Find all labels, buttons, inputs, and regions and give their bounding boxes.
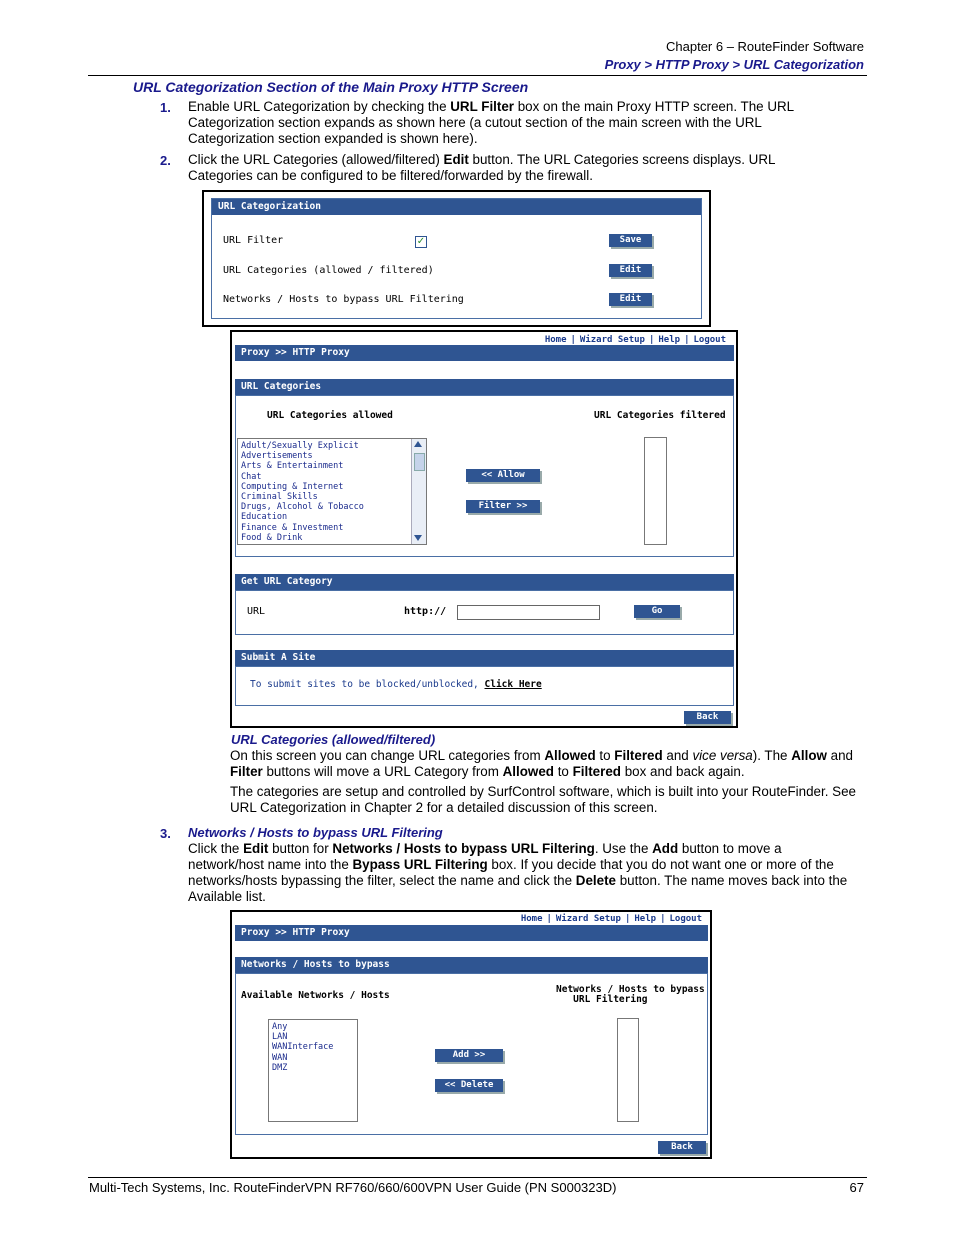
edit-bypass-button[interactable]: Edit (609, 293, 652, 306)
bypass-heading: Networks / Hosts to bypass URL Filtering (556, 984, 705, 1005)
footer-divider (88, 1177, 867, 1178)
link-separator: | (624, 914, 631, 924)
filter-button[interactable]: Filter >> (466, 500, 540, 513)
add-button[interactable]: Add >> (435, 1049, 503, 1062)
section-title: URL Categorization Section of the Main Proxy HTTP Screen (133, 79, 529, 95)
url-filter-label: URL Filter (223, 235, 284, 246)
url-categorization-panel (211, 198, 702, 319)
back-button[interactable]: Back (658, 1141, 706, 1154)
caption-paragraph-2: The categories are setup and controlled by SurfControl software, which is built into your RouteFinder. See URL Categorization in Chapter 2 for a detailed discussion of this screen. (230, 784, 856, 815)
chapter-header: Chapter 6 – RouteFinder Software (666, 39, 864, 54)
allow-button[interactable]: << Allow (466, 469, 540, 482)
available-hosts-list[interactable] (268, 1019, 358, 1122)
list-item[interactable]: Criminal Skills (241, 492, 318, 503)
help-link[interactable]: Help (634, 914, 657, 924)
url-categorization-screenshot (202, 190, 711, 327)
bypass-hosts-list[interactable] (617, 1018, 639, 1122)
top-links (543, 335, 728, 345)
list-item[interactable]: Computing & Internet (241, 481, 344, 492)
scroll-down-icon[interactable] (414, 535, 422, 541)
step-1-text: Enable URL Categorization by checking the URL Filter box on the main Proxy HTTP screen. The URL Categorization section expands as shown here (a cutout section of the main screen with the URL Categorization section expanded is shown here). (188, 99, 794, 146)
step-number: 1. (160, 100, 171, 115)
logout-link[interactable]: Logout (693, 335, 726, 345)
checkmark-icon: ✓ (416, 236, 426, 247)
panel-title-bar: URL Categorization (212, 199, 701, 215)
caption-paragraph-1: On this screen you can change URL categories from Allowed to Filtered and vice versa). The Allow and Filter buttons will move a URL Category from Allowed to Filtered box and back again. (230, 748, 853, 779)
http-prefix: http:// (404, 606, 447, 617)
scroll-thumb[interactable] (414, 453, 425, 471)
top-links (519, 914, 704, 924)
list-item[interactable]: Finance & Investment (241, 522, 344, 533)
scroll-up-icon[interactable] (414, 441, 422, 447)
home-link[interactable]: Home (520, 914, 543, 924)
delete-button[interactable]: << Delete (435, 1079, 503, 1092)
list-item[interactable]: LAN (272, 1032, 288, 1043)
step-3-text: Click the Edit button for Networks / Hosts to bypass URL Filtering. Use the Add button to move a network/host name into the Bypass URL Filtering box. If you decide that you do not want one or more of the networks/hosts bypassing the filter, select the name and click the Delete button. The name moves back into the Available list. (188, 841, 848, 904)
list-item[interactable]: Food & Drink (241, 532, 303, 543)
link-separator: | (648, 335, 655, 345)
step-3-title: Networks / Hosts to bypass URL Filtering (188, 825, 443, 840)
header-divider (88, 75, 867, 76)
breadcrumb: Proxy > HTTP Proxy > URL Categorization (604, 57, 864, 72)
step-number: 2. (160, 153, 171, 168)
allowed-heading: URL Categories allowed (267, 410, 393, 421)
url-categories-screenshot (230, 330, 738, 728)
save-button[interactable]: Save (609, 234, 652, 247)
bypass-label: Networks / Hosts to bypass URL Filtering (223, 294, 464, 305)
back-button[interactable]: Back (684, 711, 731, 724)
list-item[interactable]: Arts & Entertainment (241, 461, 344, 472)
url-input[interactable] (457, 605, 600, 620)
page-number: 67 (849, 1180, 864, 1195)
wizard-setup-link[interactable]: Wizard Setup (555, 914, 621, 924)
link-separator: | (546, 914, 552, 924)
list-scrollbar[interactable] (411, 439, 426, 544)
url-categories-bar: URL Categories (235, 379, 734, 395)
list-item[interactable]: Adult/Sexually Explicit (241, 441, 359, 451)
list-item[interactable]: Advertisements (241, 451, 313, 462)
list-item[interactable]: WAN (272, 1052, 288, 1063)
step-2-text: Click the URL Categories (allowed/filtered) Edit button. The URL Categories screens displays. URL Categories can be configured to be filtered/forwarded by the firewall. (188, 152, 775, 183)
list-item[interactable]: DMZ (272, 1062, 288, 1073)
allowed-categories-list[interactable] (237, 438, 427, 545)
link-separator: | (660, 914, 666, 924)
logout-link[interactable]: Logout (669, 914, 702, 924)
networks-bar: Networks / Hosts to bypass (235, 957, 708, 973)
home-link[interactable]: Home (544, 335, 567, 345)
url-label: URL (247, 606, 266, 617)
help-link[interactable]: Help (658, 335, 681, 345)
list-item[interactable]: Chat (241, 471, 262, 482)
list-item[interactable]: WANInterface (272, 1042, 334, 1053)
go-button[interactable]: Go (634, 605, 680, 618)
bypass-screenshot (230, 910, 712, 1159)
list-item[interactable]: Drugs, Alcohol & Tobacco (241, 502, 364, 513)
filtered-categories-list[interactable] (644, 437, 667, 545)
submit-text: To submit sites to be blocked/unblocked, Click Here (250, 679, 542, 690)
list-item[interactable]: Education (241, 512, 288, 523)
click-here-link[interactable]: Click Here (484, 679, 542, 690)
page-title-bar: Proxy >> HTTP Proxy (235, 925, 708, 941)
filtered-heading: URL Categories filtered (594, 410, 726, 421)
link-separator: | (570, 335, 576, 345)
step-number: 3. (160, 826, 171, 841)
list-item[interactable]: Any (272, 1022, 288, 1032)
url-categories-label: URL Categories (allowed / filtered) (223, 265, 434, 276)
get-url-category-bar: Get URL Category (235, 574, 734, 590)
footer-text: Multi-Tech Systems, Inc. RouteFinderVPN RF760/660/600VPN User Guide (PN S000323D) (89, 1180, 617, 1195)
url-filter-checkbox[interactable] (415, 236, 427, 248)
submit-site-bar: Submit A Site (235, 650, 734, 666)
link-separator: | (684, 335, 690, 345)
page-title-bar: Proxy >> HTTP Proxy (235, 345, 734, 361)
available-heading: Available Networks / Hosts (241, 990, 390, 1001)
wizard-setup-link[interactable]: Wizard Setup (579, 335, 645, 345)
edit-categories-button[interactable]: Edit (609, 264, 652, 277)
caption-title: URL Categories (allowed/filtered) (231, 732, 436, 747)
